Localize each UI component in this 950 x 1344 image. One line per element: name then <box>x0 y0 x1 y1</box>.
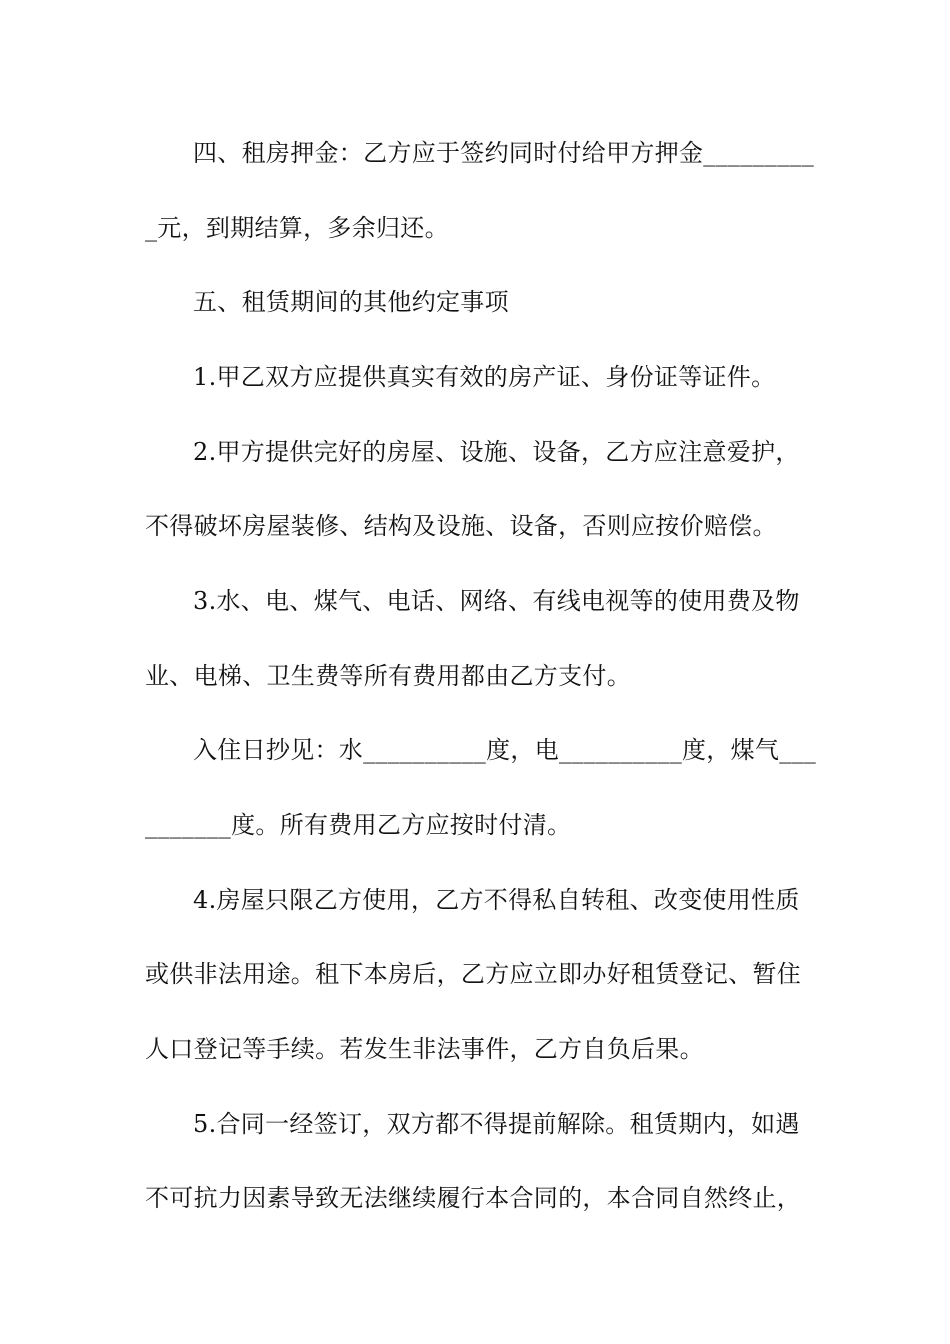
meter-reading-line-2: _______度。所有费用乙方应按时付清。 <box>145 811 572 839</box>
item-4-line-3: 人口登记等手续。若发生非法事件，乙方自负后果。 <box>145 1035 704 1063</box>
item-1-line-1: 1.甲乙双方应提供真实有效的房产证、身份证等证件。 <box>193 363 776 391</box>
item-5-line-1: 5.合同一经签订，双方都不得提前解除。租赁期内，如遇 <box>193 1110 800 1138</box>
item-2-line-2: 不得破坏房屋装修、结构及设施、设备，否则应按价赔偿。 <box>145 512 777 540</box>
item-2-line-1: 2.甲方提供完好的房屋、设施、设备，乙方应注意爱护， <box>193 438 800 466</box>
item-5-line-2: 不可抗力因素导致无法继续履行本合同的，本合同自然终止， <box>145 1184 802 1212</box>
clause-4-deposit-line-1: 四、租房押金：乙方应于签约同时付给甲方押金_________ <box>193 139 814 167</box>
item-3-line-1: 3.水、电、煤气、电话、网络、有线电视等的使用费及物 <box>193 587 800 615</box>
item-4-line-2: 或供非法用途。租下本房后，乙方应立即办好租赁登记、暂住 <box>145 960 802 988</box>
item-4-line-1: 4.房屋只限乙方使用，乙方不得私自转租、改变使用性质 <box>193 886 800 914</box>
meter-reading-line-1: 入住日抄见：水__________度，电__________度，煤气___ <box>193 736 817 764</box>
clause-5-heading: 五、租赁期间的其他约定事项 <box>193 288 509 316</box>
clause-4-deposit-line-2: _元，到期结算，多余归还。 <box>145 214 449 242</box>
item-3-line-2: 业、电梯、卫生费等所有费用都由乙方支付。 <box>145 662 631 690</box>
